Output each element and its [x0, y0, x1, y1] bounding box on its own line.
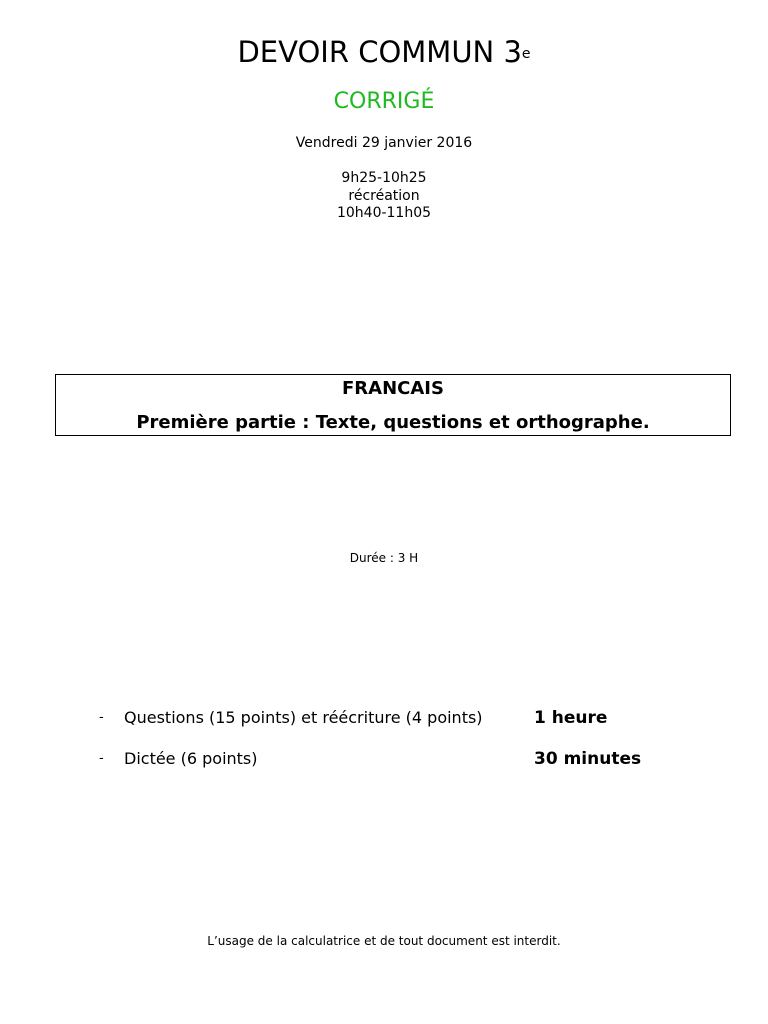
schedule-slot-2: 10h40-11h05	[336, 205, 432, 221]
document-title	[0, 34, 768, 70]
task-time: 1 heure	[534, 708, 608, 728]
task-item	[0, 748, 768, 770]
task-bullet: -	[99, 751, 104, 766]
task-label: Dictée (6 points)	[124, 749, 258, 768]
exam-schedule	[0, 170, 768, 223]
task-label: Questions (15 points) et réécriture (4 points)	[124, 708, 483, 727]
subject-box	[55, 374, 731, 436]
exam-date: Vendredi 29 janvier 2016	[295, 135, 473, 151]
schedule-slot-1: 9h25-10h25	[341, 170, 427, 186]
task-bullet: -	[99, 710, 104, 725]
task-time: 30 minutes	[534, 749, 642, 769]
document-title-text: DEVOIR COMMUN 3	[237, 35, 522, 69]
footer-note: L’usage de la calculatrice et de tout document est interdit.	[207, 934, 561, 948]
subject-name: FRANCAIS	[342, 378, 444, 399]
schedule-break: récréation	[348, 187, 420, 204]
exam-duration: Durée : 3 H	[349, 551, 419, 565]
corrige-label: CORRIGÉ	[333, 89, 435, 114]
document-title-superscript: e	[521, 46, 531, 62]
task-item	[0, 707, 768, 729]
part-title: Première partie : Texte, questions et orthographe.	[136, 412, 650, 433]
